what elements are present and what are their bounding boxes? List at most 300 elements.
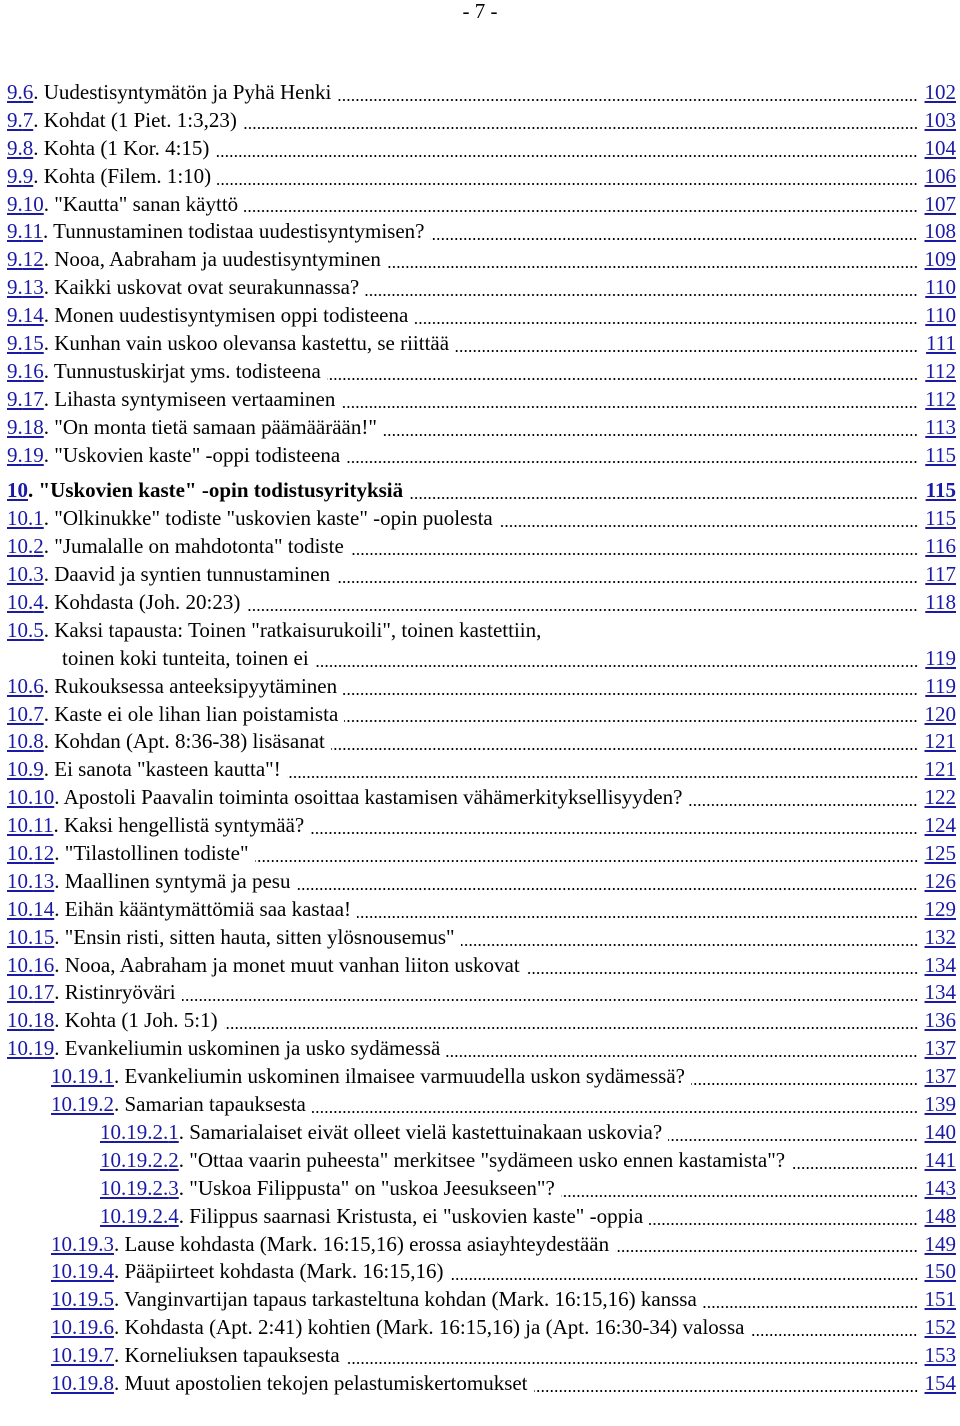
toc-entry-page-link[interactable]: 121 xyxy=(924,729,956,754)
toc-entry-page-link[interactable]: 104 xyxy=(924,135,956,160)
toc-entry-page-link[interactable]: 108 xyxy=(924,219,956,244)
dot-leader xyxy=(246,609,918,611)
toc-entry-number-link[interactable] xyxy=(7,218,43,246)
toc-entry-number-prefix: 10. xyxy=(7,757,34,782)
dot-leader xyxy=(337,99,918,101)
toc-entry-page-link[interactable]: 139 xyxy=(924,1092,956,1117)
toc-entry-number-suffix: 1 xyxy=(33,506,44,531)
dot-leader xyxy=(287,776,918,778)
toc-entry-title: . Kohdasta (Apt. 2:41) kohtien (Mark. 16:15,16) ja (Apt. 16:30-34) valossa xyxy=(114,1315,745,1340)
dot-leader xyxy=(688,804,918,806)
toc-entry-title: toinen koki tunteita, toinen ei xyxy=(62,645,309,670)
toc-entry-number-suffix: 19 xyxy=(22,442,44,467)
dot-leader xyxy=(526,972,918,974)
toc-entry[interactable] xyxy=(7,812,956,840)
toc-entry[interactable] xyxy=(7,1342,956,1370)
toc-entry-number-prefix: 10. xyxy=(7,590,34,615)
toc-entry-number-prefix: 9. xyxy=(7,358,23,383)
toc-entry-number-suffix: 11 xyxy=(33,813,54,838)
toc-entry-number-suffix: 10 xyxy=(22,191,44,216)
toc-entry-number-link[interactable] xyxy=(7,812,53,840)
toc-entry-number-prefix: 10. xyxy=(7,506,34,531)
toc-entry-number-link[interactable] xyxy=(7,618,44,642)
toc-entry-title: . Pääpiirteet kohdasta (Mark. 16:15,16) xyxy=(114,1259,444,1284)
toc-entry-number-suffix: 2 xyxy=(103,1092,114,1117)
toc-entry[interactable] xyxy=(7,952,956,980)
toc-entry-title: . "Ottaa vaarin puheesta" merkitsee "sydämeen usko ennen kastamista"? xyxy=(178,1147,786,1172)
toc-entry-number-suffix: 9 xyxy=(33,757,44,782)
dot-leader xyxy=(327,378,918,380)
toc-entry-number-link[interactable] xyxy=(100,1175,179,1203)
toc-entry[interactable] xyxy=(7,1370,956,1398)
toc-entry-title: . Ristinryöväri xyxy=(54,980,176,1005)
toc-entry-number-suffix: 9 xyxy=(22,163,34,188)
toc-entry-number-suffix: 3 xyxy=(33,562,44,587)
toc-entry-title: . "Tilastollinen todiste" xyxy=(54,841,249,866)
toc-entry-number-link[interactable] xyxy=(7,701,44,729)
toc-entry-number-link[interactable] xyxy=(51,1091,114,1119)
toc-entry-number-link[interactable] xyxy=(7,274,44,302)
toc-entry-page-link[interactable]: 110 xyxy=(925,275,956,300)
toc-entry-number-link[interactable] xyxy=(7,386,44,414)
dot-leader xyxy=(357,916,918,918)
toc-entry[interactable] xyxy=(7,477,956,505)
toc-entry-number-link[interactable] xyxy=(7,1007,54,1035)
toc-entry[interactable] xyxy=(7,218,956,246)
toc-entry-number-link[interactable] xyxy=(7,784,54,812)
toc-entry-number-link[interactable] xyxy=(7,191,44,219)
dot-leader xyxy=(217,183,918,185)
dot-leader xyxy=(649,1223,918,1225)
toc-entry-number-link[interactable] xyxy=(7,896,54,924)
toc-entry-page-link[interactable]: 134 xyxy=(924,980,956,1005)
toc-entry[interactable] xyxy=(7,1035,956,1063)
dot-leader xyxy=(343,693,918,695)
toc-entry-number-link[interactable] xyxy=(7,728,44,756)
toc-entry-number-suffix: 16 xyxy=(33,952,55,977)
toc-entry-page-link[interactable]: 122 xyxy=(924,785,956,810)
toc-entry-page-link[interactable]: 111 xyxy=(926,331,956,355)
toc-entry-number-suffix: 3 xyxy=(168,1175,179,1200)
toc-entry-number-link[interactable] xyxy=(7,358,44,386)
toc-entry-title: . Samarialaiset eivät olleet vielä kastettuinakaan uskovia? xyxy=(178,1119,663,1144)
dot-leader xyxy=(350,553,918,555)
toc-entry-number-prefix: 10. xyxy=(7,841,34,866)
toc-entry-title: . Kohdan (Apt. 8:36-38) lisäsanat xyxy=(43,729,325,754)
toc-entry-number-prefix: 10. xyxy=(7,952,34,977)
dot-leader xyxy=(315,665,918,667)
toc-entry-number-prefix: 10. xyxy=(7,729,34,754)
dot-leader xyxy=(561,1195,918,1197)
toc-entry-number-prefix: 9. xyxy=(7,247,23,272)
toc-entry-title: . Lihasta syntymiseen vertaaminen xyxy=(43,386,336,411)
dot-leader xyxy=(750,1334,918,1336)
toc-entry-title: . Apostoli Paavalin toiminta osoittaa kastamisen vähämerkityksellisyyden? xyxy=(54,785,683,810)
toc-entry-page-link[interactable]: 151 xyxy=(924,1287,956,1312)
toc-entry[interactable] xyxy=(7,1203,956,1231)
dot-leader xyxy=(224,1027,918,1029)
toc-entry-number-link[interactable] xyxy=(51,1342,114,1370)
toc-entry-number-link[interactable] xyxy=(7,840,54,868)
toc-entry-number-link[interactable] xyxy=(7,163,33,191)
toc-entry-number-prefix: 9. xyxy=(7,275,23,300)
dot-leader xyxy=(455,350,918,352)
toc-entry-number-prefix: 9. xyxy=(7,442,23,467)
dot-leader xyxy=(446,1055,918,1057)
toc-entry-number-suffix: 7 xyxy=(33,701,44,726)
toc-entry-title: . Rukouksessa anteeksipyytäminen xyxy=(43,673,338,698)
toc-entry[interactable] xyxy=(7,1175,956,1203)
toc-entry[interactable] xyxy=(7,1091,956,1119)
toc-entry-page-link[interactable]: 116 xyxy=(925,534,956,559)
toc-entry-title: . Kaste ei ole lihan lian poistamista xyxy=(43,701,339,726)
toc-entry-number-suffix: 7 xyxy=(22,107,34,132)
toc-entry[interactable] xyxy=(7,1147,956,1175)
toc-entry-title: . Korneliuksen tapauksesta xyxy=(114,1343,340,1368)
toc-entry-number-link[interactable] xyxy=(7,924,54,952)
toc-entry-number-prefix: 9. xyxy=(7,414,23,439)
toc-entry-page-link[interactable]: 137 xyxy=(924,1036,956,1061)
toc-entry-number-link[interactable] xyxy=(7,477,28,505)
page-number: - 7 - xyxy=(462,0,498,23)
toc-entry-number-link[interactable] xyxy=(7,533,44,561)
toc-entry-number-link[interactable] xyxy=(7,330,44,358)
toc-entry-number-suffix: 7 xyxy=(103,1343,114,1368)
toc-entry-page-link[interactable]: 119 xyxy=(925,645,956,670)
toc-entry-page-link[interactable]: 134 xyxy=(924,952,956,977)
dot-leader xyxy=(365,294,918,296)
toc-entry-page-link[interactable]: 115 xyxy=(925,442,956,467)
dot-leader xyxy=(312,1111,918,1113)
toc-entry-number-prefix: 10. xyxy=(7,813,34,838)
dot-leader xyxy=(499,525,918,527)
toc-entry-number-prefix: 9. xyxy=(7,331,23,355)
toc-entry[interactable] xyxy=(7,1258,956,1286)
toc-entry[interactable] xyxy=(7,302,956,330)
toc-entry-number-prefix: 10.19. xyxy=(51,1315,104,1340)
toc-entry-number-suffix: 13 xyxy=(22,275,44,300)
dot-leader xyxy=(387,266,918,268)
toc-entry[interactable] xyxy=(7,756,956,784)
toc-entry-number-link[interactable] xyxy=(7,673,44,701)
toc-entry-page-link[interactable]: 113 xyxy=(925,414,956,439)
toc-entry-number-link[interactable] xyxy=(7,561,44,589)
toc-entry-page-link[interactable]: 109 xyxy=(924,247,956,272)
toc-entry-number-suffix: 18 xyxy=(33,1008,55,1033)
toc-entry[interactable] xyxy=(7,1119,956,1147)
toc-entry-page-link[interactable]: 107 xyxy=(924,191,956,216)
toc-entry-page-link[interactable]: 153 xyxy=(924,1343,956,1368)
toc-entry-number-prefix: 10. xyxy=(7,701,34,726)
toc-entry-number-prefix: 9. xyxy=(7,219,23,244)
dot-leader xyxy=(450,1278,919,1280)
toc-entry[interactable] xyxy=(7,442,956,470)
toc-entry-number-link[interactable] xyxy=(51,1370,114,1398)
toc-entry[interactable] xyxy=(7,1063,956,1091)
toc-entry-page-link[interactable]: 119 xyxy=(925,673,956,698)
dot-leader xyxy=(243,127,918,129)
toc-entry-number-suffix: 5 xyxy=(103,1287,114,1312)
toc-entry-number-prefix: 10.19. xyxy=(51,1092,104,1117)
table-of-contents xyxy=(7,79,956,1398)
toc-entry-title: . Maallinen syntymä ja pesu xyxy=(54,868,291,893)
toc-entry[interactable] xyxy=(7,980,956,1008)
toc-entry[interactable] xyxy=(7,701,956,729)
toc-entry-number-suffix: 8 xyxy=(33,729,44,754)
toc-entry-page-link[interactable]: 137 xyxy=(924,1064,956,1089)
dot-leader xyxy=(615,1250,918,1252)
toc-entry-number-prefix: 10.19. xyxy=(51,1259,104,1284)
toc-entry[interactable] xyxy=(7,1314,956,1342)
toc-entry-page-link[interactable]: 143 xyxy=(924,1175,956,1200)
toc-entry-page-link[interactable]: 125 xyxy=(924,841,956,866)
toc-entry[interactable] xyxy=(7,414,956,442)
toc-entry-number-suffix: 12 xyxy=(22,247,44,272)
toc-entry-number-prefix: 9. xyxy=(7,107,23,132)
dot-leader xyxy=(346,1362,918,1364)
toc-entry[interactable] xyxy=(7,135,956,163)
dot-leader xyxy=(691,1083,918,1085)
toc-entry[interactable] xyxy=(7,246,956,274)
dot-leader xyxy=(414,322,918,324)
toc-entry-title: . Evankeliumin uskominen ilmaisee varmuudella uskon sydämessä? xyxy=(114,1064,685,1089)
toc-entry-title: . "Kautta" sanan käyttö xyxy=(43,191,239,216)
toc-entry[interactable] xyxy=(7,505,956,533)
toc-entry[interactable] xyxy=(7,561,956,589)
toc-entry[interactable] xyxy=(7,358,956,386)
toc-entry-number-suffix: 5 xyxy=(33,617,44,642)
toc-entry-second-line xyxy=(7,645,956,673)
toc-entry-page-link[interactable]: 124 xyxy=(924,813,956,838)
toc-entry-number-prefix: 10. xyxy=(7,980,34,1005)
dot-leader xyxy=(668,1139,918,1141)
dot-leader xyxy=(341,406,918,408)
toc-entry-page-link[interactable]: 112 xyxy=(925,358,956,383)
toc-entry[interactable] xyxy=(7,728,956,756)
toc-entry-title: . Kunhan vain uskoo olevansa kastettu, se riittää xyxy=(43,331,450,355)
toc-entry-number-prefix: 10.19. xyxy=(51,1343,104,1368)
toc-entry-number-suffix: 18 xyxy=(22,414,44,439)
toc-entry-number-suffix: 19 xyxy=(33,1036,55,1061)
toc-entry-number-link[interactable] xyxy=(7,246,44,274)
dot-leader xyxy=(244,210,918,212)
toc-entry-number-prefix: 9. xyxy=(7,386,23,411)
toc-entry-number-suffix: 2 xyxy=(168,1147,179,1172)
toc-entry-number-suffix: 8 xyxy=(22,135,34,160)
dot-leader xyxy=(703,1306,918,1308)
dot-leader xyxy=(346,461,918,463)
toc-entry-number-link[interactable] xyxy=(51,1231,114,1259)
toc-entry-number-prefix: 10. xyxy=(7,1036,34,1061)
toc-entry-number-suffix: 2 xyxy=(33,534,44,559)
toc-entry-number-link[interactable] xyxy=(51,1314,114,1342)
toc-entry-number-link[interactable] xyxy=(7,952,54,980)
toc-entry-page-link[interactable]: 106 xyxy=(924,163,956,188)
toc-entry-number-suffix: 1 xyxy=(103,1064,114,1089)
dot-leader xyxy=(296,888,918,890)
toc-entry-number-link[interactable] xyxy=(7,135,33,163)
toc-entry-title: . Kohta (1 Joh. 5:1) xyxy=(54,1008,218,1033)
toc-entry-title: . "Jumalalle on mahdotonta" todiste xyxy=(43,534,344,559)
toc-entry-number-prefix: 10.19. xyxy=(51,1370,104,1395)
toc-entry-number-prefix: 10.19. xyxy=(51,1231,104,1256)
toc-entry-number-suffix: 6 xyxy=(103,1315,114,1340)
toc-entry-page-link[interactable]: 129 xyxy=(924,896,956,921)
toc-entry-number-suffix: 16 xyxy=(22,358,44,383)
toc-entry-title: . Lause kohdasta (Mark. 16:15,16) erossa asiayhteydestään xyxy=(114,1231,610,1256)
toc-entry[interactable] xyxy=(7,1231,956,1259)
toc-entry-title: . "Olkinukke" todiste "uskovien kaste" -opin puolesta xyxy=(43,506,493,531)
toc-entry-number-link[interactable] xyxy=(51,1258,114,1286)
toc-entry-title: . Kohdasta (Joh. 20:23) xyxy=(43,590,241,615)
toc-entry-number-suffix: 15 xyxy=(22,331,44,355)
toc-entry-page-link[interactable]: 102 xyxy=(924,79,956,104)
toc-entry-title: . Filippus saarnasi Kristusta, ei "uskovien kaste" -oppia xyxy=(178,1203,644,1228)
toc-entry-number-suffix: 6 xyxy=(22,79,34,104)
toc-entry[interactable] xyxy=(7,896,956,924)
dot-leader xyxy=(215,155,918,157)
toc-entry-number-prefix: 9. xyxy=(7,79,23,104)
toc-entry-number-suffix: 4 xyxy=(103,1259,114,1284)
toc-entry[interactable] xyxy=(7,784,956,812)
toc-entry[interactable] xyxy=(7,163,956,191)
toc-entry-number-suffix: 4 xyxy=(33,590,44,615)
toc-entry-page-link[interactable]: 115 xyxy=(925,506,956,531)
toc-entry[interactable] xyxy=(7,274,956,302)
dot-leader xyxy=(182,999,918,1001)
toc-entry[interactable] xyxy=(7,589,956,617)
toc-entry[interactable] xyxy=(7,330,956,358)
toc-entry-page-link[interactable]: 103 xyxy=(924,107,956,132)
toc-entry-title: . Nooa, Aabraham ja monet muut vanhan liiton uskovat xyxy=(54,952,520,977)
toc-entry-page-link[interactable]: 132 xyxy=(924,924,956,949)
toc-entry-title: . Tunnustaminen todistaa uudestisyntymisen? xyxy=(42,219,425,244)
toc-entry-first-line xyxy=(7,617,956,645)
toc-entry-number-suffix: 10 xyxy=(33,785,55,810)
toc-entry-page-link[interactable]: 140 xyxy=(924,1119,956,1144)
toc-entry[interactable] xyxy=(7,79,956,107)
dot-leader xyxy=(344,720,918,722)
toc-entry-number-prefix: 10. xyxy=(7,785,34,810)
toc-entry[interactable] xyxy=(7,107,956,135)
toc-entry-title: . Vanginvartijan tapaus tarkasteltuna kohdan (Mark. 16:15,16) kanssa xyxy=(114,1287,697,1312)
toc-entry-number-suffix: 3 xyxy=(103,1231,114,1256)
toc-entry-number-prefix: 10.19. xyxy=(51,1064,104,1089)
toc-entry-title: . "Uskovien kaste" -opin todistusyrityksiä xyxy=(28,478,404,503)
dot-leader xyxy=(255,860,918,862)
toc-entry-number-link[interactable] xyxy=(51,1286,114,1314)
toc-entry-page-link[interactable]: 115 xyxy=(925,478,956,503)
toc-entry-number-link[interactable] xyxy=(100,1147,179,1175)
toc-entry-number-link[interactable] xyxy=(7,505,44,533)
toc-entry-number-link[interactable] xyxy=(7,442,44,470)
dot-leader xyxy=(310,832,918,834)
toc-entry-number-link[interactable] xyxy=(7,756,44,784)
toc-entry-title: . Kaikki uskovat ovat seurakunnassa? xyxy=(43,275,360,300)
toc-entry[interactable] xyxy=(7,1007,956,1035)
toc-entry-page-link[interactable]: 148 xyxy=(924,1203,956,1228)
toc-entry-page-link[interactable]: 152 xyxy=(924,1315,956,1340)
toc-entry-number-link[interactable] xyxy=(7,868,54,896)
toc-entry-number-prefix: 10. xyxy=(7,562,34,587)
toc-entry-number-prefix: 9. xyxy=(7,163,23,188)
toc-entry-title: . Eihän kääntymättömiä saa kastaa! xyxy=(54,896,352,921)
toc-entry-number-suffix: 8 xyxy=(103,1370,114,1395)
toc-entry-page-link[interactable]: 121 xyxy=(924,757,956,782)
toc-entry-title: . Kaksi tapausta: Toinen "ratkaisurukoili", toinen kastettiin, xyxy=(43,617,542,642)
toc-entry-number-link[interactable] xyxy=(51,1063,114,1091)
toc-entry-number-prefix: 10. xyxy=(7,868,34,893)
toc-entry-title: . Monen uudestisyntymisen oppi todisteena xyxy=(43,303,409,328)
toc-entry-number-prefix: 9. xyxy=(7,303,23,328)
toc-entry-number-suffix: 14 xyxy=(22,303,44,328)
toc-entry-number-link[interactable] xyxy=(7,589,44,617)
toc-entry-title: . "Ensin risti, sitten hauta, sitten ylösnousemus" xyxy=(54,924,455,949)
toc-entry[interactable] xyxy=(7,617,956,673)
toc-entry-number-prefix: 10.19.2. xyxy=(100,1147,169,1172)
dot-leader xyxy=(336,581,918,583)
toc-entry-number-link[interactable] xyxy=(7,302,44,330)
toc-entry-page-link[interactable]: 141 xyxy=(924,1147,956,1172)
toc-entry-number-suffix: 13 xyxy=(33,868,55,893)
toc-entry-number-link[interactable] xyxy=(7,979,54,1007)
toc-entry-number-prefix: 10.19.2. xyxy=(100,1175,169,1200)
toc-entry-title: . Kohta (Filem. 1:10) xyxy=(33,163,212,188)
toc-entry[interactable] xyxy=(7,840,956,868)
toc-entry-page-link[interactable]: 112 xyxy=(925,386,956,411)
toc-entry-number-suffix: 17 xyxy=(22,386,44,411)
toc-entry-title: . Daavid ja syntien tunnustaminen xyxy=(43,562,331,587)
toc-entry[interactable] xyxy=(7,191,956,219)
toc-entry-number-prefix: 9. xyxy=(7,191,23,216)
toc-entry-title: . Kohta (1 Kor. 4:15) xyxy=(33,135,210,160)
toc-entry-number-link[interactable] xyxy=(7,1035,54,1063)
toc-entry-number-link[interactable] xyxy=(7,79,33,107)
toc-entry-number-prefix: 10. xyxy=(7,617,34,642)
toc-entry[interactable] xyxy=(7,868,956,896)
toc-entry-page-link[interactable]: 120 xyxy=(924,701,956,726)
toc-entry[interactable] xyxy=(7,673,956,701)
dot-leader xyxy=(430,238,918,240)
toc-entry-number-suffix: 12 xyxy=(33,841,55,866)
toc-entry-page-link[interactable]: 136 xyxy=(924,1008,956,1033)
toc-entry-number-suffix: 1 xyxy=(168,1119,179,1144)
toc-entry-page-link[interactable]: 150 xyxy=(924,1259,956,1284)
toc-entry-number-link[interactable] xyxy=(100,1203,179,1231)
toc-entry-number-link[interactable] xyxy=(7,414,44,442)
dot-leader xyxy=(409,497,918,499)
toc-entry-page-link[interactable]: 154 xyxy=(924,1370,956,1395)
toc-entry-page-link[interactable]: 117 xyxy=(925,562,956,587)
toc-entry[interactable] xyxy=(7,1286,956,1314)
toc-entry-title: . Samarian tapauksesta xyxy=(114,1092,306,1117)
toc-entry[interactable] xyxy=(7,533,956,561)
toc-entry[interactable] xyxy=(7,386,956,414)
toc-entry-page-link[interactable]: 149 xyxy=(924,1231,956,1256)
toc-entry-title: . Kohdat (1 Piet. 1:3,23) xyxy=(33,107,237,132)
toc-entry-number-suffix: 4 xyxy=(168,1203,179,1228)
toc-entry-page-link[interactable]: 126 xyxy=(924,868,956,893)
toc-entry-number-prefix: 10. xyxy=(7,534,34,559)
toc-entry-title: . Muut apostolien tekojen pelastumiskertomukset xyxy=(114,1370,528,1395)
dot-leader xyxy=(331,748,918,750)
toc-entry-number-prefix: 10. xyxy=(7,896,34,921)
toc-entry-page-link[interactable]: 110 xyxy=(925,303,956,328)
toc-entry-number-link[interactable] xyxy=(100,1119,179,1147)
toc-entry-page-link[interactable]: 118 xyxy=(925,590,956,615)
toc-entry-number-link[interactable] xyxy=(7,107,33,135)
toc-entry[interactable] xyxy=(7,924,956,952)
